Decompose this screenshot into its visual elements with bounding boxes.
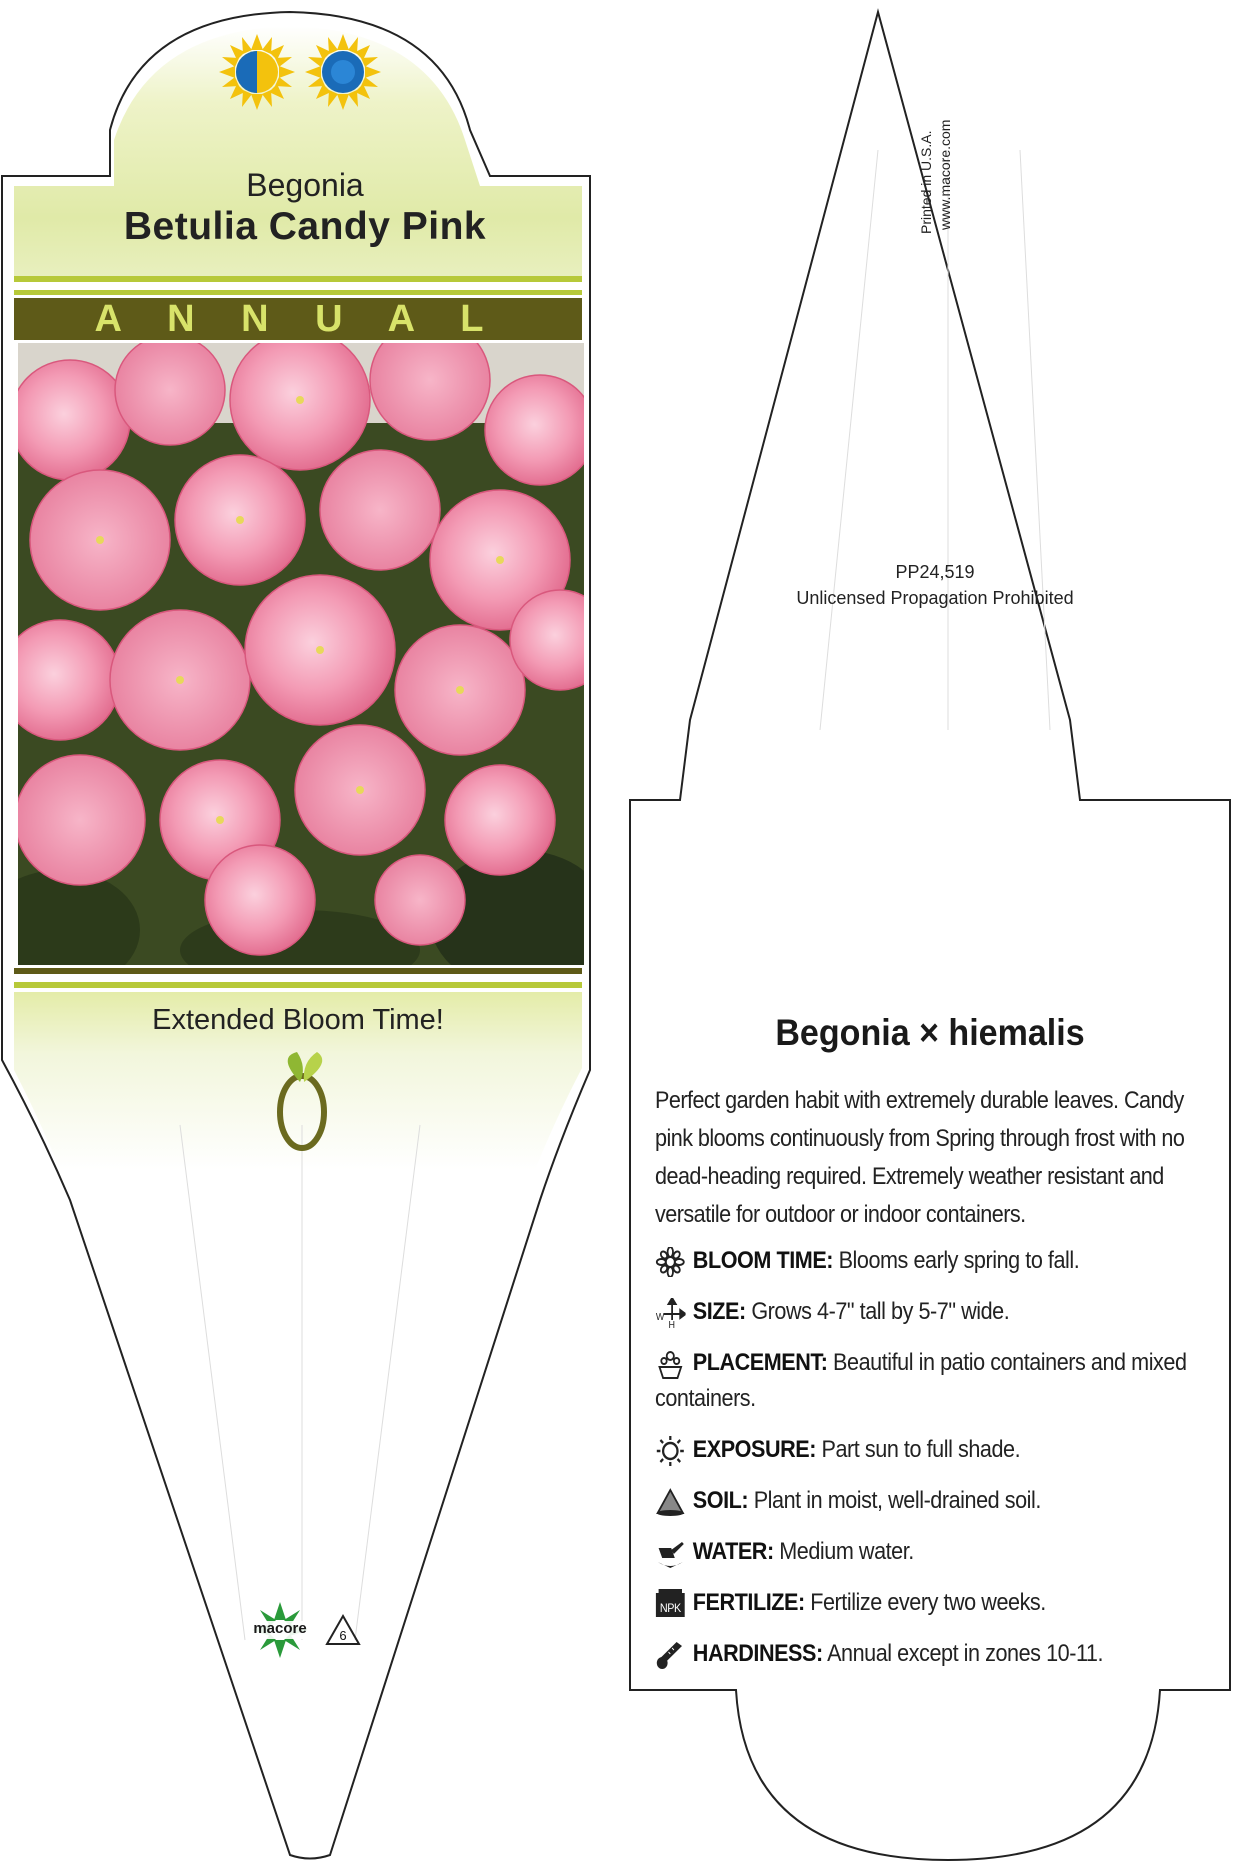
soil-icon (655, 1487, 686, 1517)
npk-letters: NPK (659, 1602, 681, 1615)
back-tag-outline (630, 12, 1230, 1860)
website-label: www.macore.com (937, 119, 953, 230)
size-arrows-icon (655, 1298, 686, 1328)
category-band: A N N U A L (94, 298, 502, 340)
shade-icon (305, 34, 381, 110)
size-h-letter: H (668, 1319, 675, 1328)
care-hardiness (655, 1636, 1213, 1672)
sun-outline-icon (655, 1436, 686, 1466)
care-label: FERTILIZE: (692, 1589, 805, 1616)
begonia-photo (0, 320, 610, 990)
care-label: EXPOSURE: (692, 1436, 816, 1463)
variety-name: Betulia Candy Pink (123, 205, 487, 248)
placement-icon (655, 1349, 686, 1379)
care-placement (655, 1345, 1213, 1417)
care-label: HARDINESS: (692, 1640, 823, 1667)
watering-can-icon (655, 1538, 686, 1568)
care-label: PLACEMENT: (692, 1349, 828, 1376)
thermometer-icon (655, 1640, 686, 1670)
care-text: Blooms early spring to fall. (838, 1247, 1080, 1274)
npk-icon (655, 1589, 686, 1619)
care-soil (655, 1483, 1213, 1519)
brand-name: macore (253, 1620, 307, 1637)
care-size (655, 1294, 1213, 1330)
care-fertilize (655, 1585, 1213, 1621)
care-text: Plant in moist, well-drained soil. (753, 1487, 1041, 1514)
care-text: Annual except in zones 10-11. (827, 1640, 1104, 1667)
care-label: BLOOM TIME: (692, 1247, 834, 1274)
tagline: Extended Bloom Time! (152, 1004, 444, 1036)
part-sun-icon (219, 34, 295, 110)
size-w-letter: W (655, 1311, 664, 1323)
care-text: Beautiful in patio containers and mixed containers. (655, 1349, 1187, 1412)
care-text: Grows 4-7" tall by 5-7" wide. (751, 1298, 1010, 1325)
care-label: SIZE: (692, 1298, 746, 1325)
care-water (655, 1534, 1213, 1570)
genus-label: Begonia (246, 167, 364, 203)
care-text: Part sun to full shade. (821, 1436, 1021, 1463)
care-label: WATER: (692, 1538, 774, 1565)
recycle-code: 6 (339, 1628, 347, 1643)
care-text: Fertilize every two weeks. (810, 1589, 1046, 1616)
care-label: SOIL: (692, 1487, 749, 1514)
flower-icon (655, 1247, 686, 1277)
species-name: Begonia × hiemalis (775, 1012, 1085, 1053)
propagation-notice: Unlicensed Propagation Prohibited (796, 588, 1074, 608)
printed-in-label: Printed in U.S.A. (918, 130, 934, 234)
plant-description: Perfect garden habit with extremely durable leaves. Candy pink blooms continuously from Spring through frost with no dead-heading required. Extremely weather resistant and versatile for outdoor or indoor containers. (655, 1087, 1185, 1228)
care-text: Medium water. (779, 1538, 914, 1565)
care-exposure (655, 1432, 1213, 1468)
care-bloom-time (655, 1243, 1213, 1279)
patent-number: PP24,519 (895, 562, 975, 582)
